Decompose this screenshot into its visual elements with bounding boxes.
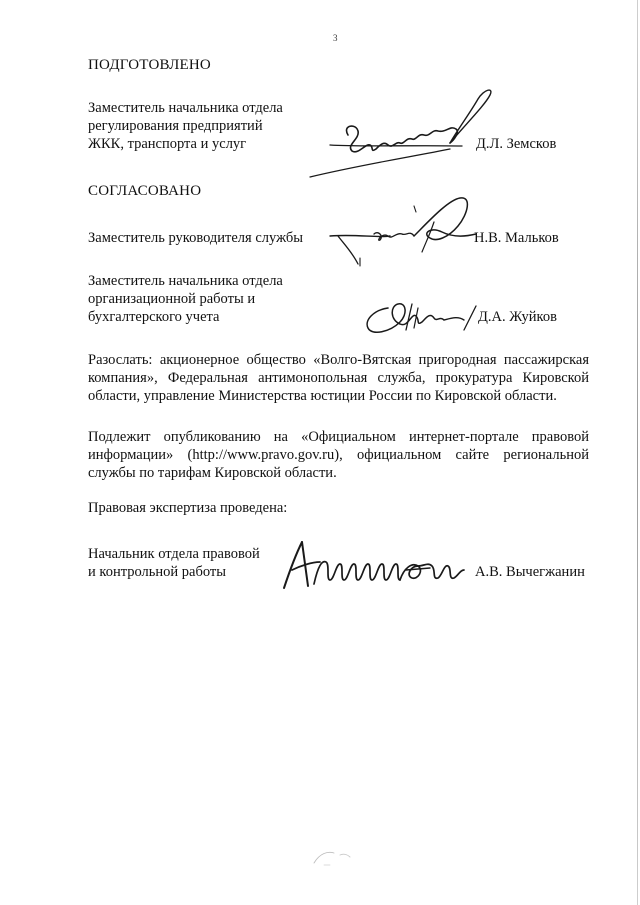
- legal-review-position-line: Начальник отдела правовой: [88, 546, 260, 562]
- signature-zhuykov: [360, 290, 480, 340]
- signature-malkov: [318, 192, 488, 272]
- signature-zemskov: [300, 85, 500, 185]
- legal-review-signatory-name: А.В. Вычегжанин: [475, 564, 585, 580]
- page-edge-shadow: [637, 0, 638, 905]
- signature-vychegzhanin: [278, 536, 468, 596]
- agreed-first-position: Заместитель руководителя службы: [88, 230, 304, 246]
- legal-review-statement: Правовая экспертиза проведена:: [88, 500, 288, 516]
- publication-paragraph: Подлежит опубликованию на «Официальном интернет-портале правовой информации» (http://www.pravo.gov.ru), официальном сайте региональной службы по тарифам Кировской области.: [88, 429, 589, 481]
- agreed-heading: СОГЛАСОВАНО: [88, 183, 202, 199]
- agreed-second-signatory-name: Д.А. Жуйков: [478, 309, 557, 325]
- prepared-position-line: Заместитель начальника отдела: [88, 100, 283, 116]
- faint-stamp-mark: [310, 845, 360, 869]
- page-number: 3: [333, 33, 338, 43]
- agreed-first-signatory-name: Н.В. Мальков: [474, 230, 559, 246]
- prepared-heading: ПОДГОТОВЛЕНО: [88, 57, 211, 73]
- distribution-paragraph: Разослать: акционерное общество «Волго-Вятская пригородная пассажирская компания», Федеральная антимонопольная служба, прокуратура Кировской области, управление Министерства юстиции России по Кировской области.: [88, 352, 589, 404]
- prepared-position-line: ЖКК, транспорта и услуг: [88, 136, 247, 152]
- agreed-second-position-line: бухгалтерского учета: [88, 309, 220, 325]
- prepared-signatory-name: Д.Л. Земсков: [476, 136, 557, 152]
- agreed-second-position-line: Заместитель начальника отдела: [88, 273, 283, 289]
- legal-review-position-line: и контрольной работы: [88, 564, 226, 580]
- prepared-position-line: регулирования предприятий: [88, 118, 263, 134]
- agreed-second-position-line: организационной работы и: [88, 291, 256, 307]
